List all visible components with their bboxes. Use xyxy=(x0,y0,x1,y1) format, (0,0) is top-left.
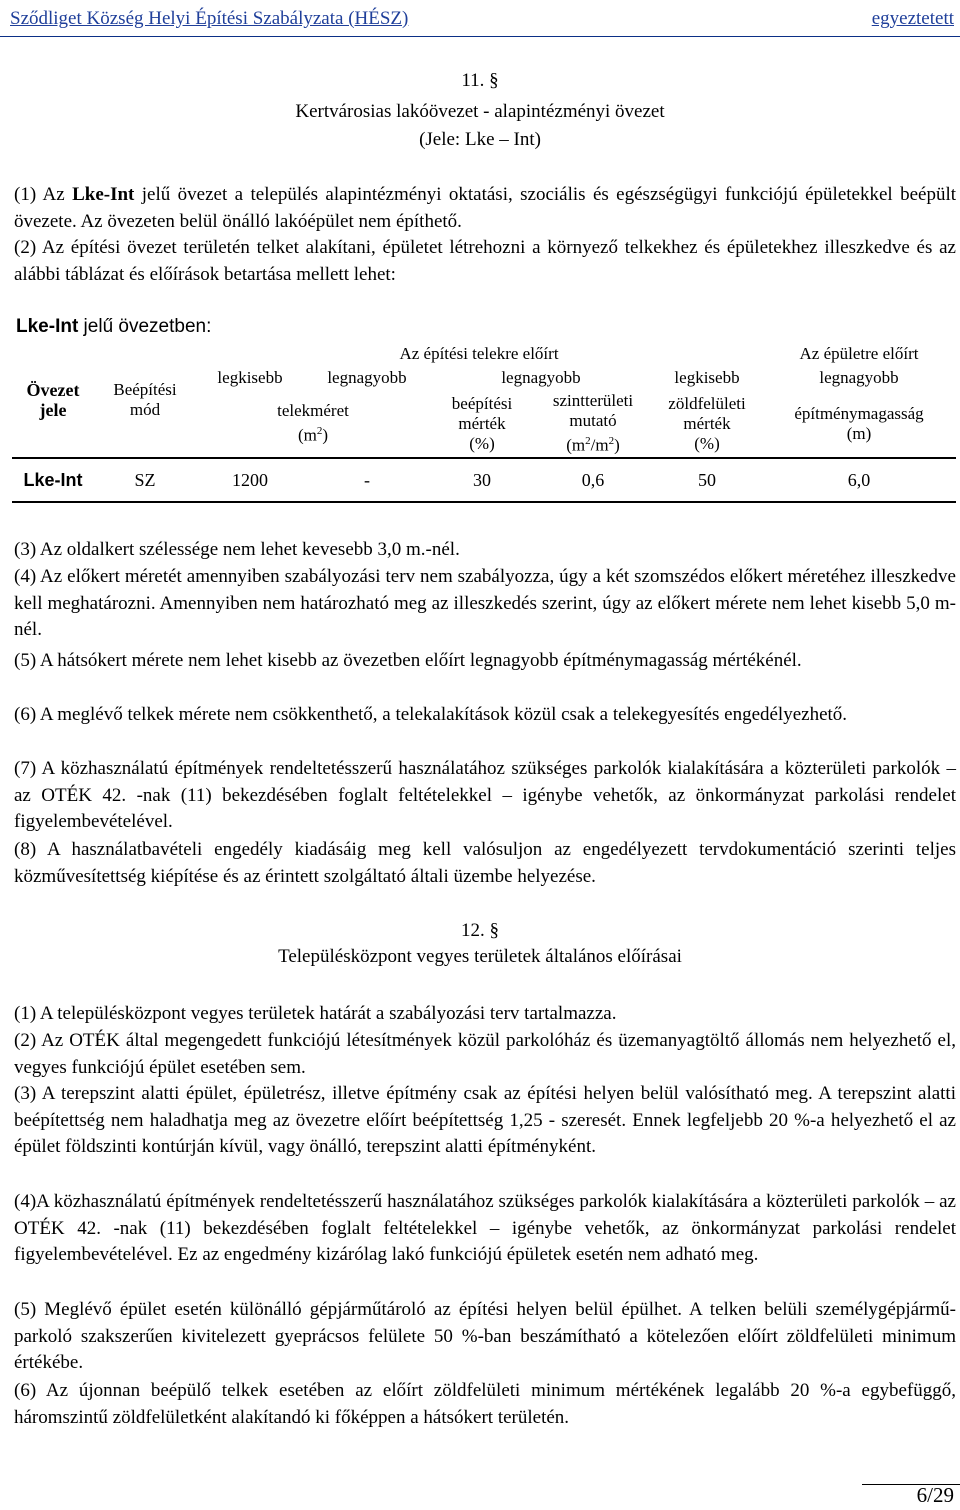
zoning-table xyxy=(12,342,956,503)
paragraph-11-8: (8) A használatbavételi engedély kiadásáig meg kell valósuljon az engedélyezett tervdokumentáció szerinti teljes közművesítettség kiépítése és az érintett szolgáltató általi üzembe helyezése. xyxy=(14,839,956,887)
section-sign-icon: § xyxy=(484,920,499,941)
section-11-subtitle: (Jele: Lke – Int) xyxy=(419,129,541,150)
document-status: egyeztetett xyxy=(871,8,954,29)
paragraph-12-3: (3) A terepszint alatti épület, épületrész, illetve építmény csak az építési helyen belül valósítható meg. A terepszint alatti beépítettség nem haladhatja meg az övezetre előírt beépítettség 1,25 - szeresét. Ennek legfeljebb 20 %-a helyezhető el az épület földszinti kontúrján kívül, vagy önálló, terepszint alatti építményként. xyxy=(14,1083,956,1157)
section-11-number: 11. § xyxy=(461,70,499,91)
cell-plot-max: - xyxy=(304,458,430,502)
paragraph-11-2: (2) Az építési övezet területén telket alakítani, épületet létrehozni a környező telkekhez és épületekhez illeszkedve és az alábbi táblázat és előírások betartása mellett lehet: xyxy=(14,237,956,285)
paragraph-12-6: (6) Az újonnan beépülő telkek esetében az előírt zöldfelületi minimum mértékének legalább 20 %-a egybefüggő, háromszintű zöldfelületként alakítandó ki főképpen a hátsókert területén. xyxy=(14,1380,956,1428)
paragraph-11-6: (6) A meglévő telkek mérete nem csökkenthető, a telekalakítások közül csak a telekegyesítés engedélyezhető. xyxy=(14,704,848,725)
cell-coverage: 30 xyxy=(430,458,534,502)
cell-zone: Lke-Int xyxy=(12,458,94,502)
paragraph-12-5: (5) Meglévő épület esetén különálló gépjárműtároló az építési helyen belül épülhet. A telken belüli személygépjármű-parkoló szakszerűen kivitelezett gyeprácsos felülete 50 %-ban beszámítható a kötelezően előírt zöldfelületi minimum értékébe. xyxy=(14,1299,956,1373)
cell-plot-min: 1200 xyxy=(196,458,304,502)
sub-header-min: legkisebb xyxy=(217,368,283,387)
section-12-title: Településközpont vegyes területek általános előírásai xyxy=(278,946,682,967)
group-plot-header: Az építési telekre előírt xyxy=(399,344,559,363)
cell-mode: SZ xyxy=(94,458,196,502)
table-row xyxy=(12,458,956,502)
page-number: 6/29 xyxy=(916,1483,954,1507)
sub-header-max: legnagyobb xyxy=(327,368,407,387)
paragraph-12-2: (2) Az OTÉK által megengedett funkciójú létesítmények közül parkolóház és üzemanyagtöltő állomás nem helyezhető el, vegyes funkciójú épület esetében sem. xyxy=(14,1030,956,1078)
col-mode-header: Beépítési mód xyxy=(113,379,177,419)
table-lead: Lke-Int jelű övezetben: xyxy=(16,316,212,337)
paragraph-11-7: (7) A közhasználatú építmények rendeltetésszerű használatához szükséges parkolók kialakítására a közterületi parkolók – az OTÉK 42. -nak (11) bekezdésében foglalt feltételekkel – igénybe vehetők, az önkormányzat parkolási rendelet figyelembevételével. xyxy=(14,758,956,832)
cell-far: 0,6 xyxy=(534,458,652,502)
col-floor-area-ratio-header: szintterületi mutató $(m^2/m^2)$ xyxy=(552,391,634,455)
cell-height: 6,0 xyxy=(762,458,956,502)
paragraph-11-4: (4) Az előkert méretét amennyiben szabályozási terv nem szabályozza, úgy a két szomszédos előkert méretéhez illeszkedve kell meghatározni. Amennyiben nem határozható meg az illeszkedés szerint, úgy az előkert mérete nem lehet kisebb 5,0 m-nél. xyxy=(14,566,956,640)
section-12-number: 12. § xyxy=(461,920,499,941)
page-header xyxy=(0,6,960,37)
col-coverage-header: beépítési mérték (%) xyxy=(451,393,513,453)
col-green-area-header: zöldfelületi mérték (%) xyxy=(668,393,746,453)
document-title: Sződliget Község Helyi Építési Szabályzata (HÉSZ) xyxy=(10,8,409,29)
cell-green: 50 xyxy=(652,458,762,502)
paragraph-12-1: (1) A településközpont vegyes területek határát a szabályozási terv tartalmazza. xyxy=(14,1003,617,1024)
paragraph-11-3: (3) Az oldalkert szélessége nem lehet kevesebb 3,0 m.-nél. xyxy=(14,539,460,560)
paragraph-11-5: (5) A hátsókert mérete nem lehet kisebb az övezetben előírt legnagyobb építménymagasság mértékénél. xyxy=(14,650,802,671)
group-building-header: Az épületre előírt xyxy=(799,344,919,363)
section-11-title: Kertvárosias lakóövezet - alapintézményi övezet xyxy=(295,101,665,122)
section-sign-icon: § xyxy=(484,70,499,91)
sub-header-min: legkisebb xyxy=(674,368,740,387)
col-plot-size-header: telekméret $(m^2)$ xyxy=(277,401,349,445)
paragraph-12-4: (4)A közhasználatú építmények rendeltetésszerű használatához szükséges parkolók kialakítására a közterületi parkolók – az OTÉK 42. -nak (11) bekezdésében foglalt feltételekkel – igénybe vehetők, az önkormányzat parkolási rendelet figyelembevételével. Ez az engedmény kizárólag lakó funkciójú épületek esetén nem adható meg. xyxy=(14,1191,956,1265)
col-height-header: építménymagasság (m) xyxy=(794,403,924,443)
sub-header-max: legnagyobb xyxy=(819,368,899,387)
sub-header-max: legnagyobb xyxy=(501,368,581,387)
paragraph-11-1: (1) Az Lke-Int jelű övezet a település alapintézményi oktatási, szociális és egészségügyi funkciójú épületekkel beépült övezete. Az övezeten belül önálló lakóépület nem építhető. xyxy=(14,184,956,232)
col-zone-header: Övezet jele xyxy=(26,379,80,420)
